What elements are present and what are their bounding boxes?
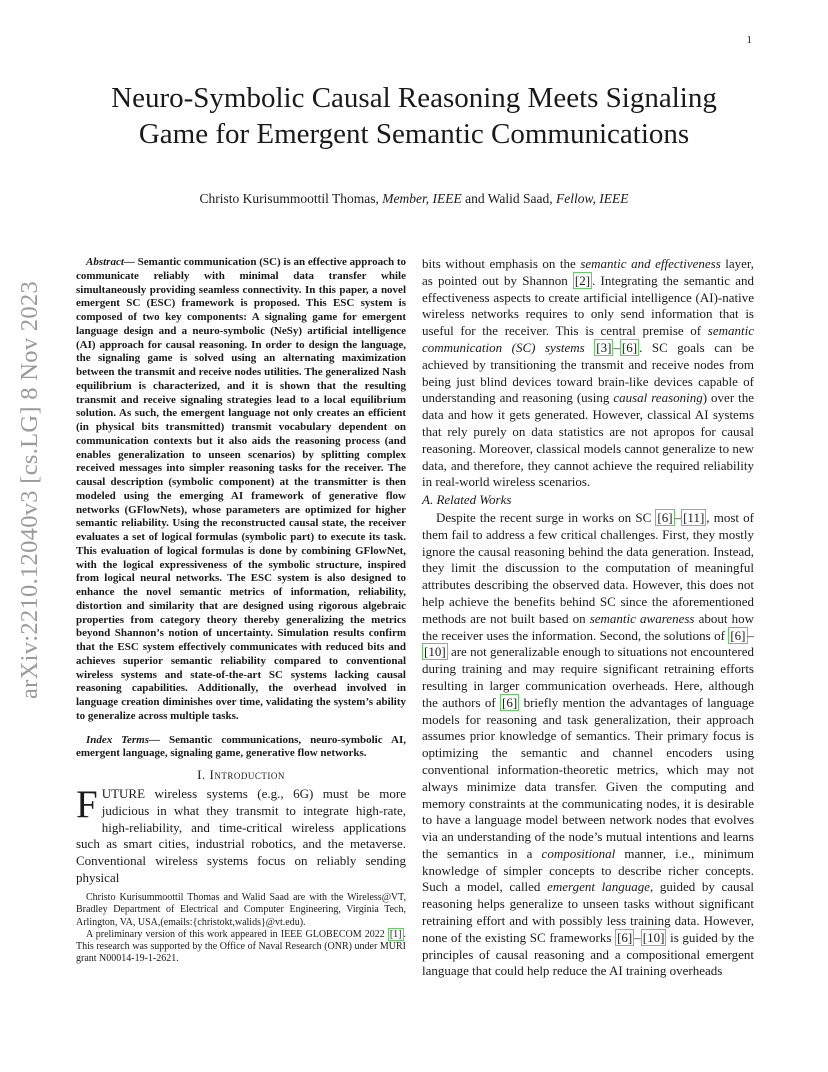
citation-link[interactable]: [6]	[730, 627, 746, 643]
emphasis: semantic communication (SC) systems	[422, 323, 754, 355]
subsection-heading: A. Related Works	[422, 492, 512, 508]
citation-link[interactable]: [10]	[424, 644, 446, 660]
text-run: , guided by causal reasoning helps generalize to unseen tasks without significant retraining effort and with possibly less training data. However, none of the existing SC frameworks	[422, 879, 754, 945]
citation-link[interactable]: [6]	[502, 694, 518, 710]
footnote-funding	[76, 929, 406, 966]
abstract	[76, 256, 406, 724]
section-number: I.	[197, 767, 206, 782]
index-terms-text: Semantic communications, neuro-symbolic AI, emergent language, signaling game, generative flow networks.	[76, 733, 406, 760]
text-run: about how the receiver uses the information. Second, the solutions of	[422, 610, 754, 643]
text-run	[585, 340, 595, 355]
emphasis: semantic and effectiveness	[580, 256, 721, 271]
section-title: Introduction	[209, 767, 285, 782]
text-run: –	[747, 627, 754, 643]
left-column	[76, 256, 406, 887]
right-column	[422, 256, 754, 980]
footnotes	[76, 892, 406, 966]
footnote-text: A preliminary version of this work appeared in IEEE GLOBECOM 2022	[86, 928, 388, 940]
page-number: 1	[746, 34, 752, 46]
index-terms	[76, 734, 406, 762]
intro-first-word: UTURE	[101, 786, 146, 801]
abstract-text: Semantic communication (SC) is an effective approach to communicate reliably with minimal data transfer while simultaneously providing seamless connectivity. In this paper, a novel emergent SC (ESC) framework is proposed. This ESC system is composed of two key components: A signaling game for emergent language design and a neuro-symbolic (NeSy) artificial intelligence (AI) approach for causal reasoning. In order to design the language, the signaling game is solved using an alternating maximization between the transmit and receive nodes utilities. The generalized Nash equilibrium is characterized, and it is shown that the resulting transmit and receive signaling strategies lead to a local equilibrium solution. As such, the emergent language not only creates an efficient (in physical bits transmitted) transmit vocabulary dependent on communication contexts but it also aids the reasoning process (and enables generalization to unseen scenarios) by splitting complex received messages into simpler reasoning tasks for the receiver. The causal description (symbolic component) at the transmitter is then modeled using the emerging AI framework of generative flow networks (GFlowNets), whose parameters are optimized for higher semantic reliability. Using the reconstructed causal state, the receiver evaluates a set of logical formulas (symbolic part) to execute its task. This evaluation of logical formulas is done by combining GFlowNet, with the logical expressiveness of the symbolic structure, inspired from logical neural networks. The ESC system is also designed to enhance the novel semantic metrics of information, reliability, distortion and similarity that are designed using rigorous algebraic properties from category theory thereby generalizing the metrics beyond Shannon’s notion of uncertainty. Simulation results confirm that the ESC system effectively communicates with reduced bits and achieves superior semantic reliability compared to conventional wireless systems and state-of-the-art SC systems lacking causal reasoning capabilities. Additionally, the overhead involved in language creation diminishes over time, validating the system’s ability to generalize across multiple tasks.	[76, 256, 407, 722]
index-terms-label: Index Terms—	[86, 733, 160, 746]
paragraph	[422, 510, 754, 980]
section-heading	[76, 767, 406, 783]
author-1: Christo Kurisummoottil Thomas,	[199, 191, 379, 206]
citation-link[interactable]: [6]	[617, 929, 633, 945]
text-run: ) over the data and how it gets generated. However, classical AI systems that rely purely on data statistics are not apropos for causal reasoning. Moreover, classical models cannot generalize to new data, and therefore, they cannot achieve the required reliability in real-world wireless scenarios.	[422, 390, 755, 490]
author-2: and Walid Saad,	[465, 191, 553, 206]
footnote-affiliation: Christo Kurisummoottil Thomas and Walid Saad are with the Wireless@VT, Bradley Department of Electrical and Computer Engineering, Virginia Tech, Arlington, VA, USA,(emails:{christokt,walids}@vt.edu).	[76, 892, 406, 928]
text-run: . Integrating the semantic and effectiveness aspects to create artificial intelligence (AI)-native wireless networks requires to only send information that is useful for the receiver. This is central premise of	[422, 272, 755, 339]
emphasis: compositional	[541, 845, 616, 861]
author-line	[90, 191, 738, 207]
paragraph	[422, 256, 754, 491]
author-1-role: Member, IEEE	[382, 191, 462, 206]
text-run: , most of them fail to address a few critical challenges. First, they mostly ignore the causal reasoning behind the data generation. Instead, they limit the discussion to the computation of meaningful attributes describing the observed data. However, this does not help achieve the benefits behind SC since the aforementioned methods are not built based on	[422, 509, 754, 626]
text-run: –	[613, 339, 620, 355]
citation-link[interactable]: [6]	[657, 509, 673, 525]
emphasis: emergent language	[547, 879, 650, 895]
text-run: . SC goals can be achieved by transitioning the transmit and receive nodes from being just blind devices toward brain-like devices capable of understanding and reasoning (using	[422, 339, 755, 406]
arxiv-stamp-text: arXiv:2210.12040v3 [cs.LG] 8 Nov 2023	[16, 280, 43, 700]
abstract-label: Abstract—	[86, 256, 135, 268]
citation-link[interactable]: [10]	[642, 929, 665, 945]
text-run: bits without emphasis on the	[422, 256, 581, 271]
text-run: Despite the recent surge in works on SC	[436, 509, 656, 525]
citation-link[interactable]: [1]	[389, 928, 402, 940]
emphasis: causal reasoning	[613, 390, 703, 406]
citation-link[interactable]: [2]	[574, 272, 591, 288]
citation-link[interactable]: [11]	[683, 509, 705, 525]
intro-text: wireless systems (e.g., 6G) must be more judicious in what they transmit to integrate high-rate, high-reliability, and time-critical wireless applications such as smart cities, industrial robotics, and the metaverse. Conventional wireless systems focus on reliably sending physical	[76, 786, 406, 885]
text-run: layer, as pointed out by Shannon	[422, 256, 754, 288]
paper-title: Neuro-Symbolic Causal Reasoning Meets Signaling Game for Emergent Semantic Communications	[111, 82, 717, 150]
text-run: briefly mention the advantages of language models for reasoning and task generalization, their approach assumes prior knowledge of semantics. Their primary focus is optimizing the semantic and channel encoders using conventional information-theoretic metrics, which may not always minimize data transfer. Given the computing and memory constraints at the communicating nodes, it is desirable to have a language model between network nodes that evolves via an understanding of the node’s mutual intentions and learns the semantics in a	[422, 694, 754, 861]
text-run: manner, i.e., minimum knowledge of simpler concepts to describe richer concepts. Such a model, called	[422, 845, 755, 895]
footnote-text: . This research was supported by the Office of Naval Research (ONR) under MURI grant N00014-19-1-2621.	[76, 928, 406, 965]
drop-cap: F	[76, 783, 98, 826]
arxiv-stamp[interactable]	[10, 260, 50, 720]
text-run: –	[634, 929, 641, 945]
citation-link[interactable]: [6]	[621, 339, 638, 355]
intro-paragraph	[76, 783, 406, 887]
author-2-role: Fellow, IEEE	[556, 191, 629, 206]
emphasis: semantic awareness	[589, 610, 695, 626]
text-run: –	[674, 509, 682, 525]
text-run: is guided by the principles of causal reasoning and a compositional emergent language that could help reduce the AI training overheads	[422, 929, 755, 979]
citation-link[interactable]: [3]	[596, 339, 612, 355]
text-run: are not generalizable enough to situations not encountered during training and may require significant retraining efforts resulting in larger communication overheads. Here, although the authors of	[422, 644, 754, 710]
